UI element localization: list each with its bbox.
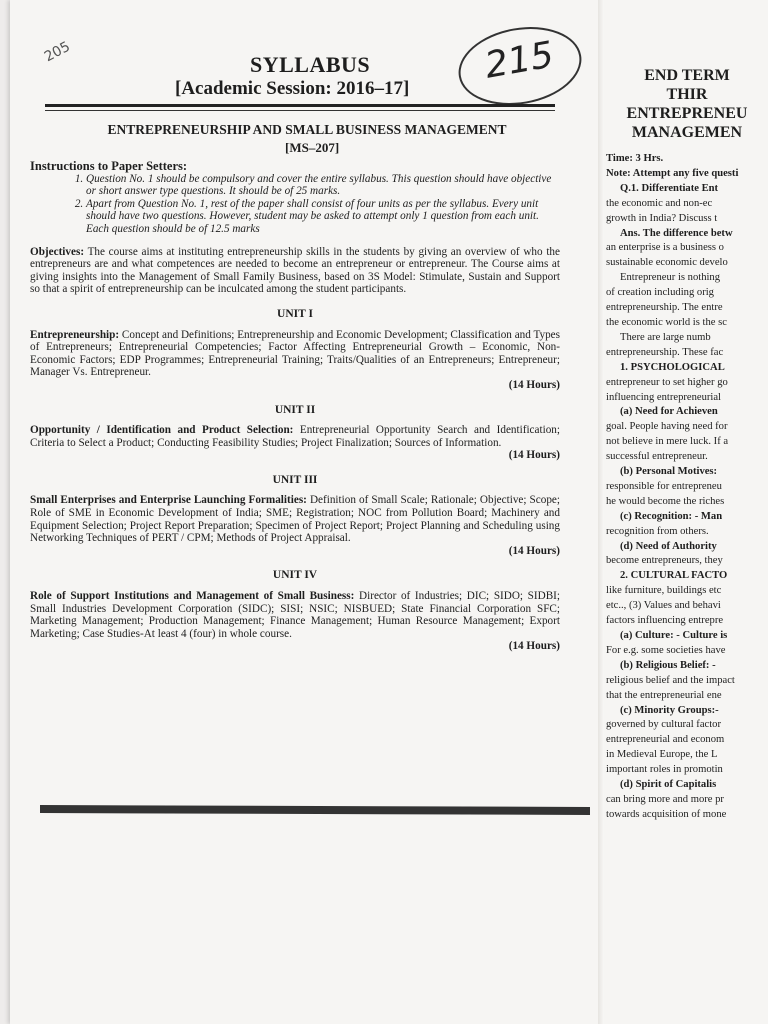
unit-hours: (14 Hours) [508, 449, 560, 462]
unit-heading: UNIT II [274, 403, 316, 416]
right-heading-line: THIR [666, 86, 708, 103]
right-text-line: become entrepreneurs, they [606, 555, 723, 567]
right-text-line: (c) Minority Groups:- [620, 704, 719, 716]
right-text-line: Note: Attempt any five questi [606, 167, 739, 179]
right-text-line: Entrepreneur is nothing [620, 272, 721, 284]
objectives-text: The course aims at instituting entrepreneurship skills in the students by giving an overview of who the entrepreneurs are and what competences are needed to become an entrepreneur or entrepreneur. The Course aims at giving insights into the Management of Small Family Business, based on 3S Model: Stimulate, Sustain and Support so that a spirit of entrepreneurship can be inculcated among the student participants. [30, 245, 560, 296]
right-text-line: goal. People having need for [606, 421, 728, 433]
right-text-line: Q.1. Differentiate Ent [620, 182, 719, 194]
right-text-line: 2. CULTURAL FACTO [620, 570, 728, 582]
right-text-line: entrepreneur to set higher go [606, 376, 728, 388]
objectives-paragraph [30, 246, 560, 296]
page-fold [598, 0, 604, 1024]
right-text-line: governed by cultural factor [606, 719, 722, 731]
unit-content [30, 590, 560, 640]
unit-lead: Role of Support Institutions and Management of Small Business: [30, 590, 355, 603]
objectives-label: Objectives: [30, 245, 85, 258]
right-text-line: factors influencing entrepre [606, 615, 724, 627]
right-text-line: religious belief and the impact [606, 674, 735, 686]
handwritten-note: 205 [41, 38, 73, 66]
unit-content [30, 424, 560, 449]
right-text-line: that the entrepreneurial ene [606, 689, 722, 701]
right-text-line: entrepreneurship. The entre [606, 302, 723, 314]
right-text-line: (a) Culture: - Culture is [620, 630, 728, 641]
title-rule-thin [45, 110, 555, 111]
right-text-line: (d) Spirit of Capitalis [620, 779, 717, 791]
right-text-line: sustainable economic develo [606, 257, 728, 269]
course-title: ENTREPRENEURSHIP AND SMALL BUSINESS MANAGEMENT [107, 122, 507, 137]
right-text-lines [606, 152, 768, 823]
right-text-line: Ans. The difference betw [620, 227, 733, 239]
unit-text: Director of Industries; DIC; SIDO; SIDBI; Small Industries Development Corporation (SIDC); SISI; NSIC; NISBUED; State Financial Corporation SFC; Marketing Management; Production Management; Finance Management; Human Resource Management; Export Marketing; Case Studies-At least 4 (four) in whole course. [30, 590, 561, 640]
title-rule [45, 104, 555, 107]
right-heading-line: MANAGEMEN [631, 124, 743, 141]
academic-session: [Academic Session: 2016–17] [175, 78, 410, 99]
course-code: [MS–207] [285, 140, 340, 155]
right-page-column [606, 66, 768, 823]
unit-lead: Entrepreneurship: [30, 328, 120, 341]
right-text-line: Time: 3 Hrs. [606, 153, 664, 164]
right-text-line: like furniture, buildings etc [606, 585, 722, 597]
right-heading-line: ENTREPRENEU [626, 105, 748, 122]
instruction-item: 1. Question No. 1 should be compulsory and cover the entire syllabus. This question should have objective or short answer type questions. It should be of 25 marks. [86, 173, 560, 198]
instruction-item: 2. Apart from Question No. 1, rest of the paper shall consist of four units as per the syllabus. Every unit should have two questions. However, student may be asked to attempt only 1 question from each unit. Each question should be of 12.5 marks [86, 198, 560, 236]
handwritten-circled-number: 215 [452, 18, 587, 114]
unit-lead: Opportunity / Identification and Product Selection: [30, 424, 294, 437]
syllabus-body [30, 160, 560, 653]
right-text-line: recognition from others. [606, 525, 709, 537]
right-text-line: growth in India? Discuss t [606, 212, 718, 224]
right-heading-line: END TERM [644, 67, 730, 84]
instructions-list [30, 173, 560, 236]
instructions-heading: Instructions to Paper Setters: [30, 159, 188, 173]
unit-text: Entrepreneurial Opportunity Search and Identification; Criteria to Select a Product; Conducting Feasibility Studies; Project Finalization; Sources of Information. [30, 424, 561, 449]
page-title: SYLLABUS [250, 52, 371, 77]
right-text-line: (b) Personal Motives: [620, 466, 718, 478]
right-text-line: (d) Need of Authority [620, 540, 717, 552]
right-text-line: entrepreneurial and econom [606, 734, 725, 746]
right-text-line: entrepreneurship. These fac [606, 346, 724, 358]
right-text-line: an enterprise is a business o [606, 242, 724, 254]
right-text-line: There are large numb [620, 331, 711, 343]
right-text-line: (a) Need for Achieven [620, 406, 718, 418]
right-text-line: important roles in promotin [606, 764, 723, 776]
right-text-line: in Medieval Europe, the L [606, 749, 718, 761]
right-text-line: he would become the riches [606, 495, 725, 507]
unit-content [30, 494, 560, 544]
unit-hours: (14 Hours) [508, 378, 560, 391]
right-text-line: For e.g. some societies have [606, 644, 726, 656]
unit-text: Concept and Definitions; Entrepreneurship and Economic Development; Classification and Types of Entrepreneurs; Entrepreneurial Competencies; Factor Affecting Entrepreneurial Growth – Economic, Non-Economic Factors; EDP Programmes; Entrepreneurial Training; Traits/Qualities of an Entrepreneurs; Entrepreneur; Manager Vs. Entrepreneur. [30, 328, 561, 379]
unit-heading: UNIT I [277, 307, 313, 320]
right-text-line: of creation including orig [606, 287, 714, 299]
right-text-line: successful entrepreneur. [606, 451, 708, 463]
unit-content [30, 329, 560, 379]
right-text-line: towards acquisition of mone [606, 808, 727, 820]
right-text-line: the economic and non-ec [606, 197, 713, 209]
unit-hours: (14 Hours) [508, 544, 560, 557]
right-text-line: (b) Religious Belief: - [620, 659, 716, 671]
right-text-line: (c) Recognition: - Man [620, 510, 723, 522]
unit-lead: Small Enterprises and Enterprise Launching Formalities: [30, 494, 307, 507]
right-text-line: the economic world is the sc [606, 316, 727, 328]
right-text-line: 1. PSYCHOLOGICAL [620, 361, 725, 373]
right-text-line: not believe in mere luck. If a [606, 436, 729, 448]
right-text-line: influencing entrepreneurial [606, 391, 722, 403]
right-text-line: can bring more and more pr [606, 793, 724, 805]
unit-heading: UNIT III [272, 473, 318, 486]
right-text-line: etc.., (3) Values and behavi [606, 600, 721, 612]
unit-hours: (14 Hours) [508, 640, 560, 653]
unit-text: Definition of Small Scale; Rationale; Objective; Scope; Role of SME in Economic Development of India; SME; Registration; NOC from Pollution Board; Machinery and Equipment Selection; Project Report Preparation; Specimen of Project Report; Project Planning and Scheduling using Networking Techniques of PERT / CPM; Methods of Project Appraisal. [30, 494, 560, 545]
right-text-line: responsible for entrepreneu [606, 480, 722, 492]
unit-heading: UNIT IV [272, 569, 318, 582]
